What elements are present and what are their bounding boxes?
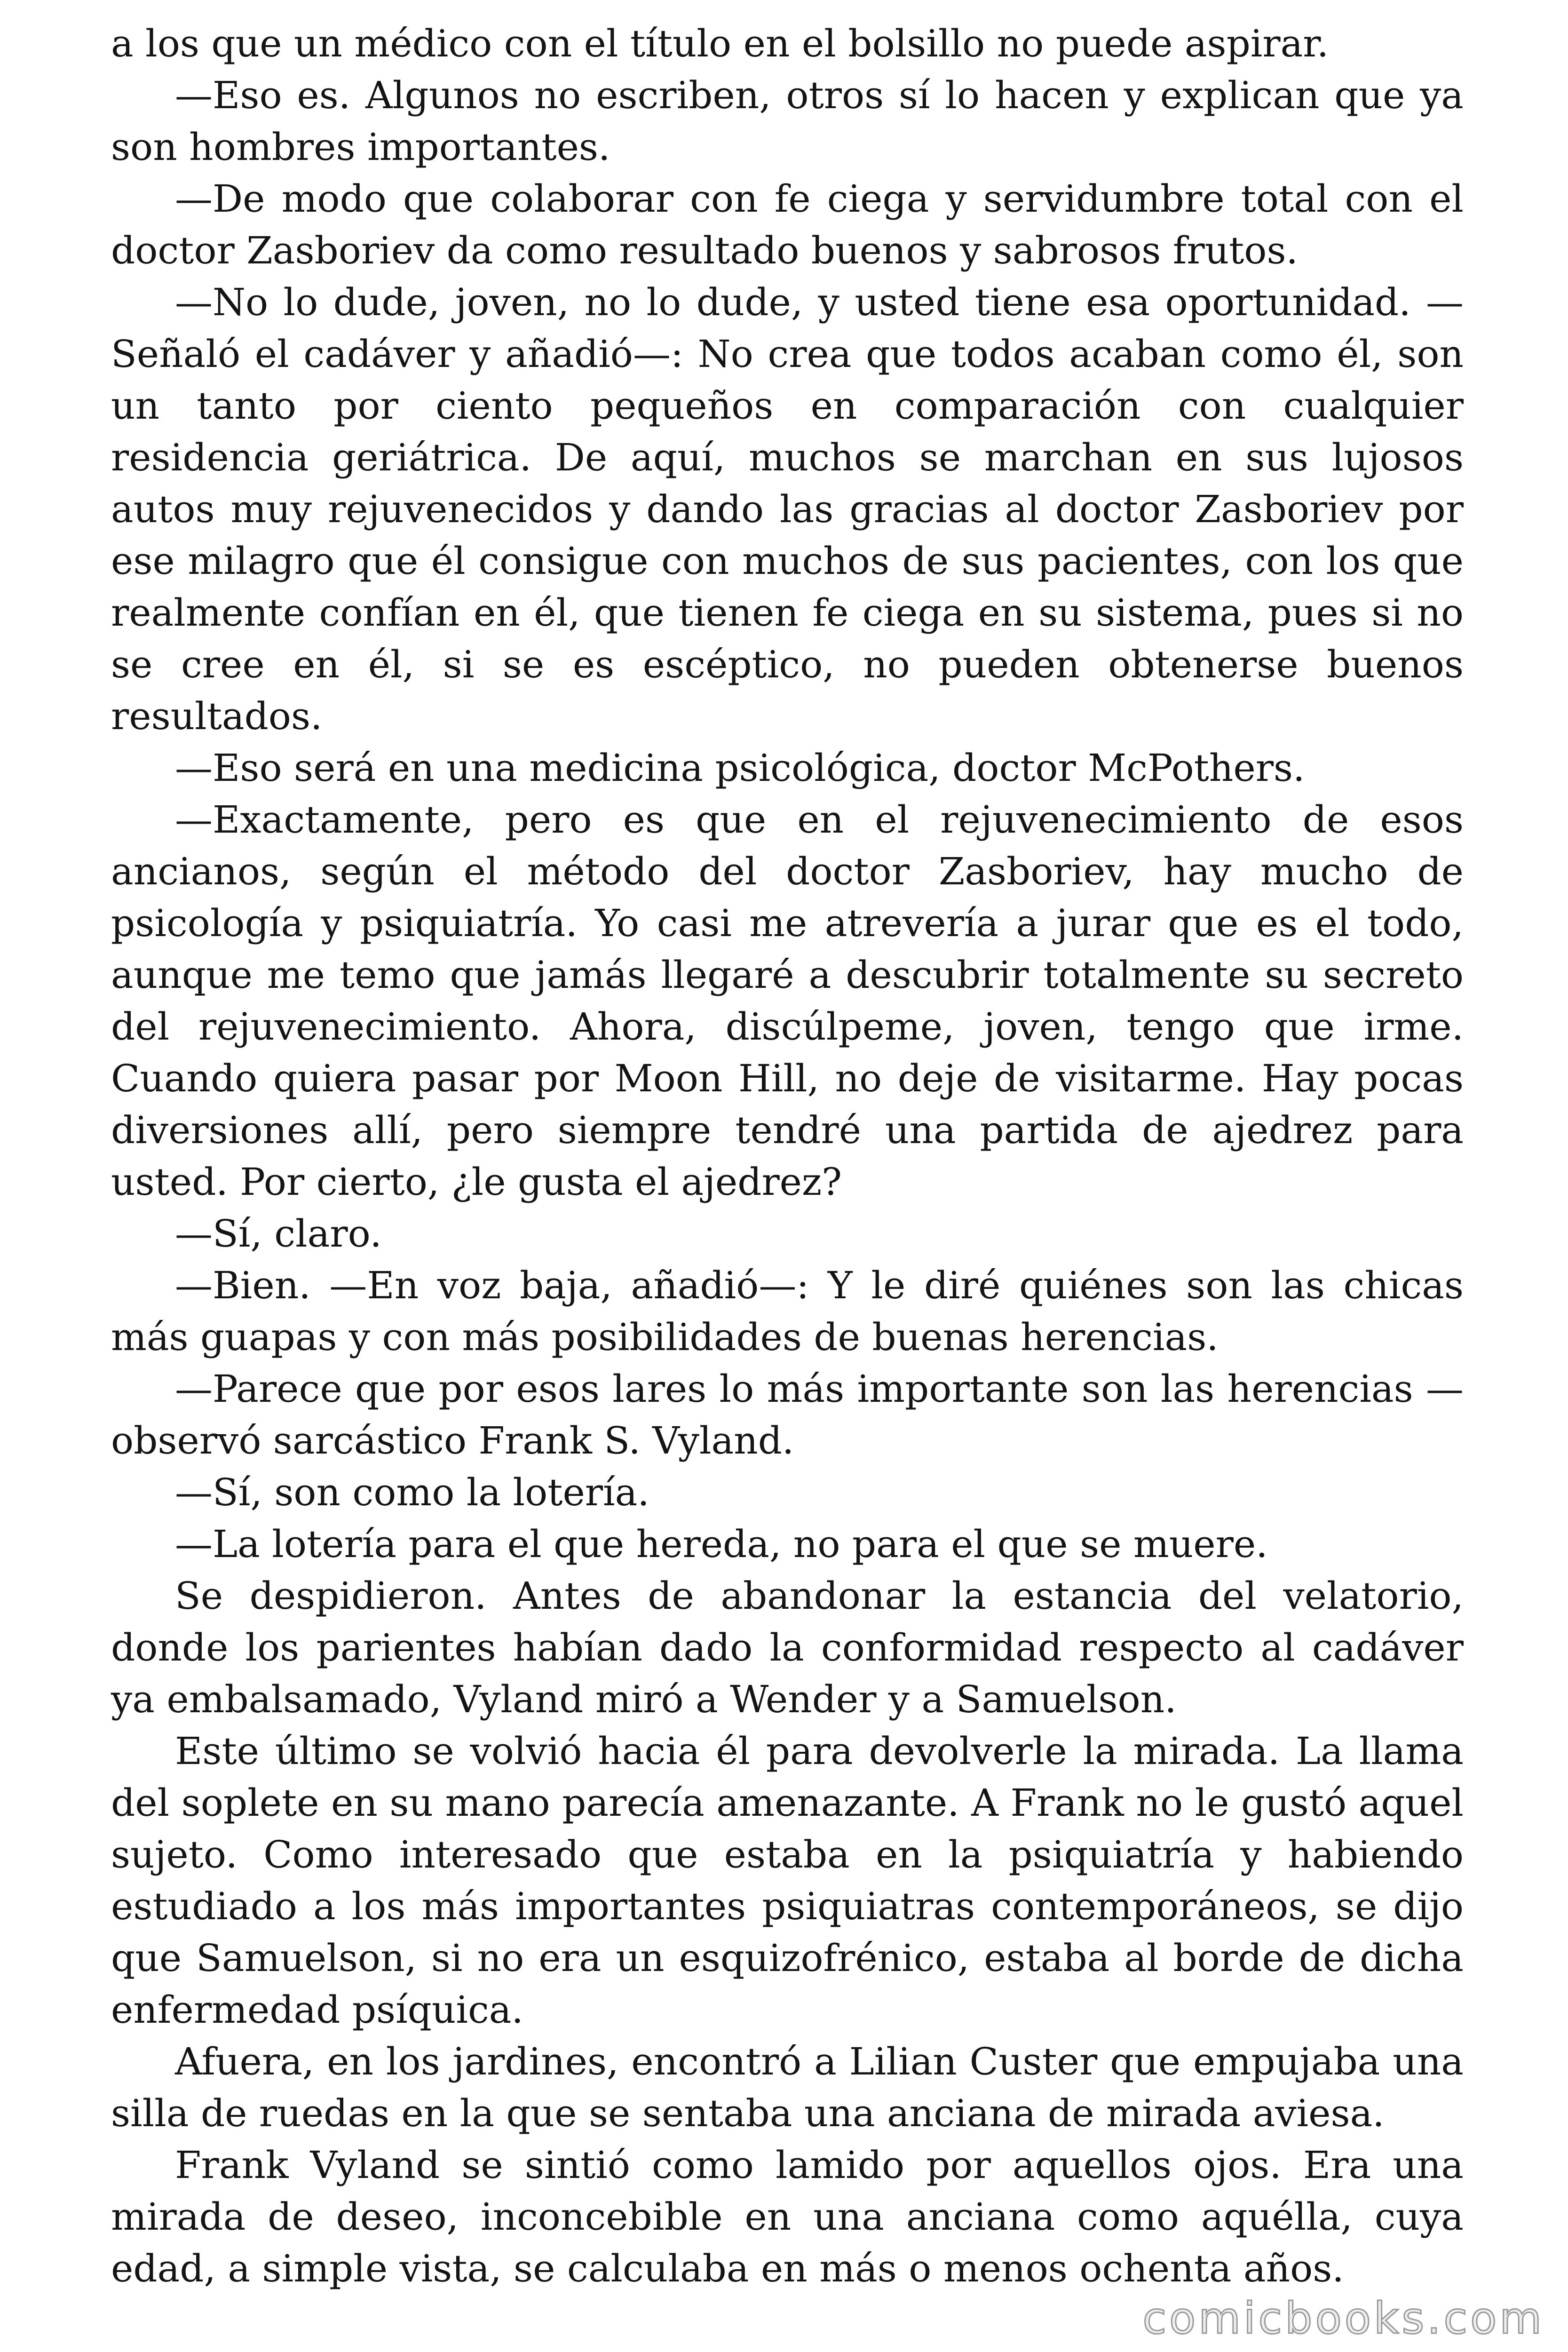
paragraph: —Sí, claro. [175,1212,382,1255]
paragraph: —No lo dude, joven, no lo dude, y usted tiene esa oportunidad. —Señaló el cadáver y añadió—: No crea que todos acaban como él, son un tanto por ciento pequeños en comparación con cualquier residencia geriátrica. De aquí, muchos se marchan en sus lujosos autos muy rejuvenecidos y dando las gracias al doctor Zasboriev por ese milagro que él consigue con muchos de sus pacientes, con los que realmente confían en él, que tienen fe ciega en su sistema, pues si no se cree en él, si se es escéptico, no pueden obtenerse buenos resultados. [111,280,1464,738]
watermark: comicbooks.com [1142,2293,1544,2344]
paragraph: —Eso será en una medicina psicológica, doctor McPothers. [175,746,1305,790]
paragraph: Se despidieron. Antes de abandonar la estancia del velatorio, donde los parientes habían dado la conformidad respecto al cadáver ya embalsamado, Vyland miró a Wender y a Samuelson. [111,1574,1464,1721]
paragraph: —Bien. —En voz baja, añadió—: Y le diré quiénes son las chicas más guapas y con más posibilidades de buenas herencias. [111,1263,1464,1359]
paragraph: —La lotería para el que hereda, no para el que se muere. [175,1522,1268,1566]
paragraph: —De modo que colaborar con fe ciega y servidumbre total con el doctor Zasboriev da como resultado buenos y sabrosos frutos. [111,177,1464,272]
paragraph: —Eso es. Algunos no escriben, otros sí lo hacen y explican que ya son hombres importantes. [111,73,1464,169]
paragraph: —Sí, son como la lotería. [175,1470,649,1514]
paragraph: Frank Vyland se sintió como lamido por aquellos ojos. Era una mirada de deseo, inconcebible en una anciana como aquélla, cuya edad, a simple vista, se calculaba en más o menos ochenta años. [111,2143,1464,2290]
paragraph: a los que un médico con el título en el bolsillo no puede aspirar. [111,22,1329,65]
paragraph: Afuera, en los jardines, encontró a Lilian Custer que empujaba una silla de ruedas en la que se sentaba una anciana de mirada aviesa. [111,2040,1464,2135]
paragraph: —Exactamente, pero es que en el rejuvenecimiento de esos ancianos, según el método del doctor Zasboriev, hay mucho de psicología y psiquiatría. Yo casi me atrevería a jurar que es el todo, aunque me temo que jamás llegaré a descubrir totalmente su secreto del rejuvenecimiento. Ahora, discúlpeme, joven, tengo que irme. Cuando quiera pasar por Moon Hill, no deje de visitarme. Hay pocas diversiones allí, pero siempre tendré una partida de ajedrez para usted. Por cierto, ¿le gusta el ajedrez? [111,798,1464,1204]
paragraph: Este último se volvió hacia él para devolverle la mirada. La llama del soplete en su mano parecía amenazante. A Frank no le gustó aquel sujeto. Como interesado que estaba en la psiquiatría y habiendo estudiado a los más importantes psiquiatras contemporáneos, se dijo que Samuelson, si no era un esquizofrénico, estaba al borde de dicha enfermedad psíquica. [111,1729,1464,2032]
body-text [111,18,1464,2295]
paragraph: —Parece que por esos lares lo más importante son las herencias —observó sarcástico Frank S. Vyland. [111,1367,1464,1462]
